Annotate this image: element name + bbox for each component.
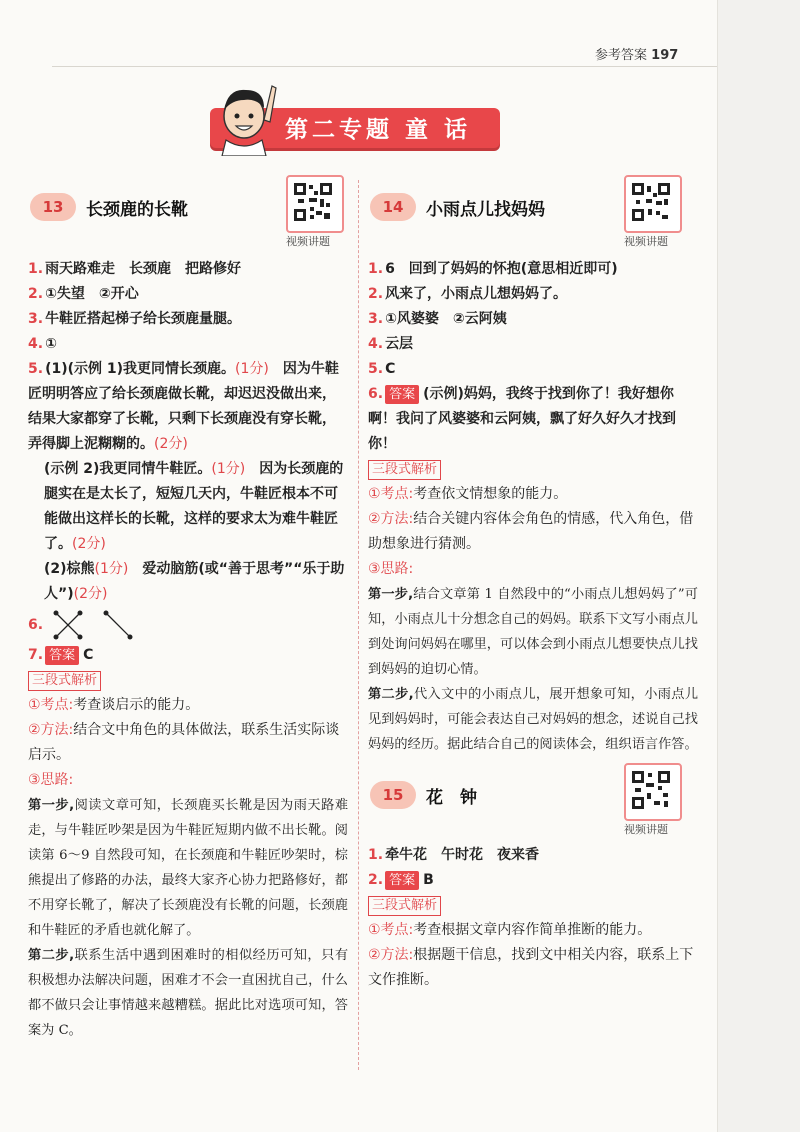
- answer-2: 2. 答案 B: [368, 872, 434, 888]
- qr-code-icon[interactable]: [286, 175, 344, 233]
- qr-label: 视频讲题: [624, 235, 668, 248]
- answer-1: 1. 雨天路难走 长颈鹿 把路修好: [28, 261, 242, 277]
- analysis-method: ②方法:结合文中角色的具体做法，联系生活实际谈启示。: [28, 722, 340, 763]
- column-divider: [358, 180, 359, 1070]
- three-step-analysis-tag: 三段式解析: [368, 460, 441, 480]
- page-reference: 参考答案 197: [595, 48, 679, 63]
- answer-4: 4. ①: [28, 336, 57, 352]
- analysis-thinking-label: ③思路:: [28, 772, 74, 788]
- answer-6: 6. 答案 (示例)妈妈，我终于找到你了！我好想你啊！我问了风婆婆和云阿姨，飘了好久好久才找到你！: [368, 386, 676, 452]
- answer-6: 6.: [28, 607, 348, 643]
- answer-5-example-2: (示例 2)我更同情牛鞋匠。(1分) 因为长颈鹿的腿实在是太长了，短短几天内，牛鞋匠根本不可能做出这样长的长靴，这样的要求太为难牛鞋匠了。(2分): [44, 461, 344, 552]
- section-title: 花 钟: [426, 788, 477, 808]
- section-number: 14: [370, 193, 416, 221]
- answer-1: 1. 牵牛花 午时花 夜来香: [368, 847, 540, 863]
- qr-code-icon[interactable]: [624, 175, 682, 233]
- answer-7: 7. 答案 C: [28, 647, 94, 663]
- analysis-step-2: 第二步,代入文中的小雨点儿，展开想象可知，小雨点儿见到妈妈时，可能会表达自己对妈妈的想念，述说自己找妈妈的经历。据此结合自己的阅读体会，组织语言作答。: [368, 687, 699, 752]
- three-step-analysis-tag: 三段式解析: [28, 671, 101, 691]
- section-title: 小雨点儿找妈妈: [426, 200, 545, 220]
- qr-code-icon[interactable]: [624, 763, 682, 821]
- answer-1: 1. 6 回到了妈妈的怀抱(意思相近即可): [368, 261, 618, 277]
- answer-5: 5. C: [368, 361, 396, 377]
- three-step-analysis-tag: 三段式解析: [368, 896, 441, 916]
- section-14-header: [368, 175, 698, 248]
- answer-2: 2. 风来了，小雨点儿想妈妈了。: [368, 286, 568, 302]
- qr-label: 视频讲题: [286, 235, 330, 248]
- qr-label: 视频讲题: [624, 823, 668, 836]
- right-column: [368, 175, 698, 993]
- page-edge: [717, 0, 800, 1132]
- mascot-boy-icon: [214, 80, 280, 156]
- section-15-header: [368, 763, 698, 836]
- answer-5: 5. (1)(示例 1)我更同情长颈鹿。(1分) 因为牛鞋匠明明答应了给长颈鹿做长靴，却迟迟没做出来，结果大家都穿了长靴，只剩下长颈鹿没有穿长靴，弄得脚上泥糊糊的。(2分): [28, 361, 339, 452]
- answer-3: 3. 牛鞋匠搭起梯子给长颈鹿量腿。: [28, 311, 242, 327]
- matching-lines-figure: [50, 607, 140, 643]
- topic-title: 第二专题 童 话: [285, 117, 472, 143]
- section-title: 长颈鹿的长靴: [86, 200, 188, 220]
- left-column: [28, 175, 348, 1043]
- analysis-step-1: 第一步,阅读文章可知，长颈鹿买长靴是因为雨天路难走，与牛鞋匠吵架是因为牛鞋匠短期内做不出长靴。阅读第 6～9 自然段可知，在长颈鹿和牛鞋匠吵架时，棕熊提出了修路的办法，最终大家齐心协力把路修好，都不用穿长靴了，解决了长颈鹿没有长靴的问题，长颈鹿和牛鞋匠的矛盾也就化解了。: [28, 798, 349, 938]
- analysis-step-1: 第一步,结合文章第 1 自然段中的“小雨点儿想妈妈了”可知，小雨点儿十分想念自己的妈妈。联系下文写小雨点儿到处询问妈妈在哪里，可以体会到小雨点儿想要快点儿找到妈妈的迫切心情。: [368, 587, 698, 677]
- answer-5-part-2: (2)棕熊(1分) 爱动脑筋(或“善于思考”“乐于助人”)(2分): [44, 561, 345, 602]
- section-number: 15: [370, 781, 416, 809]
- header-rule: [52, 66, 717, 67]
- analysis-point: ①考点:考查谈启示的能力。: [28, 697, 200, 713]
- analysis-method: ②方法:根据题干信息，找到文中相关内容，联系上下文作推断。: [368, 947, 694, 988]
- section-number: 13: [30, 193, 76, 221]
- analysis-step-2: 第二步,联系生活中遇到困难时的相似经历可知，只有积极想办法解决问题，困难才不会一直困扰自己，什么都不做只会让事情越来越糟糕。据此比对选项可知，答案为 C。: [28, 948, 349, 1038]
- analysis-method: ②方法:结合关键内容体会角色的情感，代入角色，借助想象进行猜测。: [368, 511, 694, 552]
- section-13-header: [28, 175, 348, 248]
- answer-4: 4. 云层: [368, 336, 414, 352]
- analysis-point: ①考点:考查依文情想象的能力。: [368, 486, 568, 502]
- analysis-thinking-label: ③思路:: [368, 561, 414, 577]
- answer-3: 3. ①风婆婆 ②云阿姨: [368, 311, 507, 327]
- answer-2: 2. ①失望 ②开心: [28, 286, 139, 302]
- analysis-point: ①考点:考查根据文章内容作简单推断的能力。: [368, 922, 652, 938]
